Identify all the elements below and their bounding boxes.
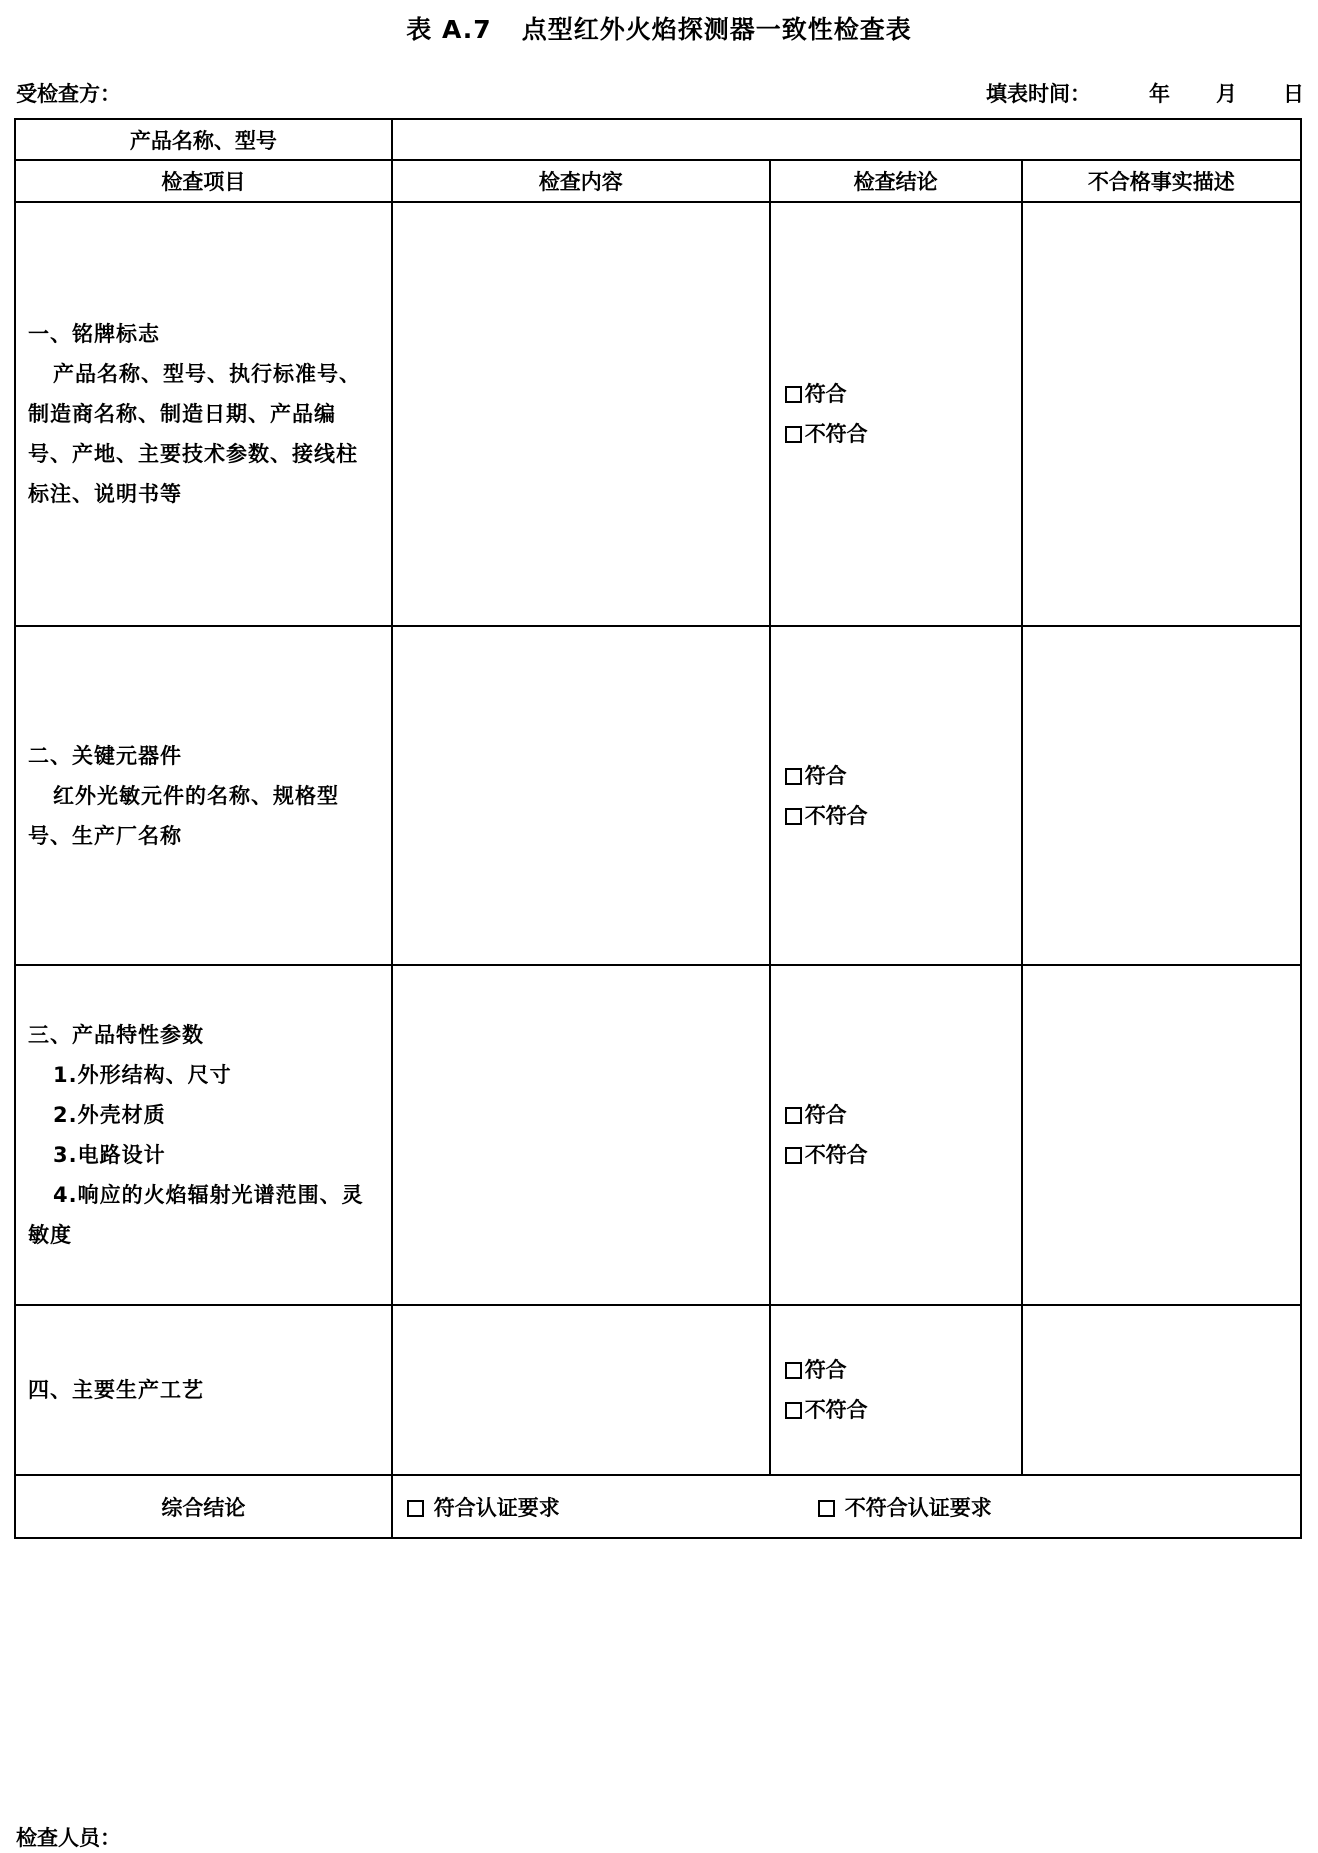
nonconformity-description-cell[interactable] <box>1022 626 1301 965</box>
product-name-input-cell[interactable] <box>392 119 1301 160</box>
conform-checkbox[interactable]: 符合 <box>785 1095 1021 1135</box>
fill-time-label: 填表时间： <box>986 82 1091 106</box>
table-row <box>15 202 1301 626</box>
inspector-label: 检查人员： <box>16 1826 121 1850</box>
overall-conclusion-row <box>15 1475 1301 1538</box>
checkbox-icon <box>818 1500 835 1517</box>
day-label: 日 <box>1283 82 1304 106</box>
conform-checkbox[interactable]: 符合 <box>785 756 1021 796</box>
nonconformity-description-cell[interactable] <box>1022 1305 1301 1475</box>
checkbox-icon <box>407 1500 424 1517</box>
nonconformity-description-cell[interactable] <box>1022 965 1301 1305</box>
check-content-cell[interactable] <box>392 965 770 1305</box>
inspection-table <box>14 118 1302 1539</box>
checkbox-icon <box>785 1107 802 1124</box>
check-content-cell[interactable] <box>392 626 770 965</box>
checkbox-icon <box>785 768 802 785</box>
table-row <box>15 1305 1301 1475</box>
check-item-production-process: 四、主要生产工艺 <box>15 1305 392 1475</box>
check-conclusion-cell <box>770 1305 1022 1475</box>
check-content-cell[interactable] <box>392 1305 770 1475</box>
check-item-nameplate: 一、铭牌标志 产品名称、型号、执行标准号、制造商名称、制造日期、产品编号、产地、主要技术参数、接线柱标注、说明书等 <box>15 202 392 626</box>
check-conclusion-cell <box>770 965 1022 1305</box>
nonconform-checkbox[interactable]: 不符合 <box>785 796 1021 836</box>
header-nonconformity-description: 不合格事实描述 <box>1022 160 1301 202</box>
checkbox-icon <box>785 1362 802 1379</box>
inspected-party-label: 受检查方： <box>16 82 121 106</box>
month-label: 月 <box>1216 82 1237 106</box>
check-conclusion-cell <box>770 626 1022 965</box>
year-label: 年 <box>1149 82 1170 106</box>
checkbox-icon <box>785 386 802 403</box>
nonconform-checkbox[interactable]: 不符合 <box>785 414 1021 454</box>
product-name-row <box>15 119 1301 160</box>
fill-time <box>986 78 1304 108</box>
conform-checkbox[interactable]: 符合 <box>785 374 1021 414</box>
product-name-label: 产品名称、型号 <box>15 119 392 160</box>
nonconformity-description-cell[interactable] <box>1022 202 1301 626</box>
header-check-content: 检查内容 <box>392 160 770 202</box>
meets-requirements-checkbox[interactable]: 符合认证要求 <box>407 1492 560 1522</box>
check-item-product-parameters: 三、产品特性参数 1.外形结构、尺寸 2.外壳材质 3.电路设计 4.响应的火焰辐射光谱范围、灵敏度 <box>15 965 392 1305</box>
table-row <box>15 626 1301 965</box>
nonconform-checkbox[interactable]: 不符合 <box>785 1390 1021 1430</box>
overall-conclusion-options <box>392 1475 1301 1538</box>
overall-conclusion-label: 综合结论 <box>15 1475 392 1538</box>
checkbox-icon <box>785 1402 802 1419</box>
header-row <box>15 160 1301 202</box>
page-title <box>0 10 1318 46</box>
checkbox-icon <box>785 808 802 825</box>
header-check-item: 检查项目 <box>15 160 392 202</box>
nonconform-checkbox[interactable]: 不符合 <box>785 1135 1021 1175</box>
checkbox-icon <box>785 1147 802 1164</box>
check-conclusion-cell <box>770 202 1022 626</box>
table-row <box>15 965 1301 1305</box>
fails-requirements-checkbox[interactable]: 不符合认证要求 <box>818 1492 992 1522</box>
checkbox-icon <box>785 426 802 443</box>
check-item-key-components: 二、关键元器件 红外光敏元件的名称、规格型号、生产厂名称 <box>15 626 392 965</box>
check-content-cell[interactable] <box>392 202 770 626</box>
header-check-conclusion: 检查结论 <box>770 160 1022 202</box>
table-number: 表 A.7 <box>406 15 492 44</box>
table-title: 点型红外火焰探测器一致性检查表 <box>521 15 912 44</box>
conform-checkbox[interactable]: 符合 <box>785 1350 1021 1390</box>
